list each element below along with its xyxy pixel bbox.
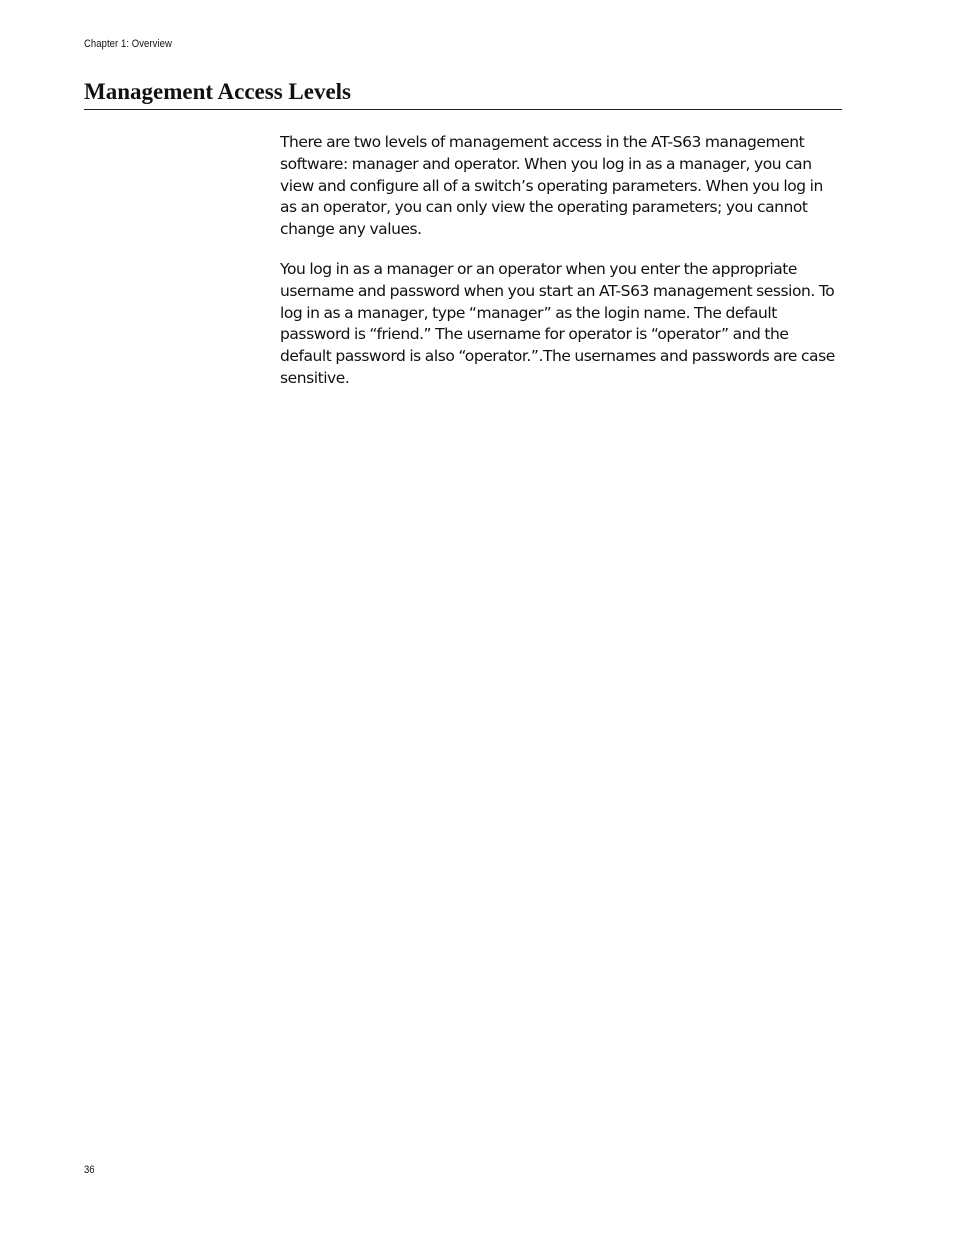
title-divider — [84, 109, 842, 110]
page-number: 36 — [84, 1164, 95, 1176]
running-header: Chapter 1: Overview — [84, 38, 172, 50]
section-body — [280, 132, 842, 408]
body-paragraph: There are two levels of management access in the AT-S63 management software: manager and operator. When you log in as a manager, you can view and configure all of a switch’s operating parameters. When you log in as an operator, you can only view the operating parameters; you cannot change any values. — [280, 133, 823, 239]
section-title: Management Access Levels — [84, 79, 351, 104]
body-paragraph: You log in as a manager or an operator when you enter the appropriate username and password when you start an AT-S63 management session. To log in as a manager, type “manager” as the login name. The default password is “friend.” The username for operator is “operator” and the default password is also “operator.”.The usernames and passwords are case sensitive. — [280, 259, 835, 387]
